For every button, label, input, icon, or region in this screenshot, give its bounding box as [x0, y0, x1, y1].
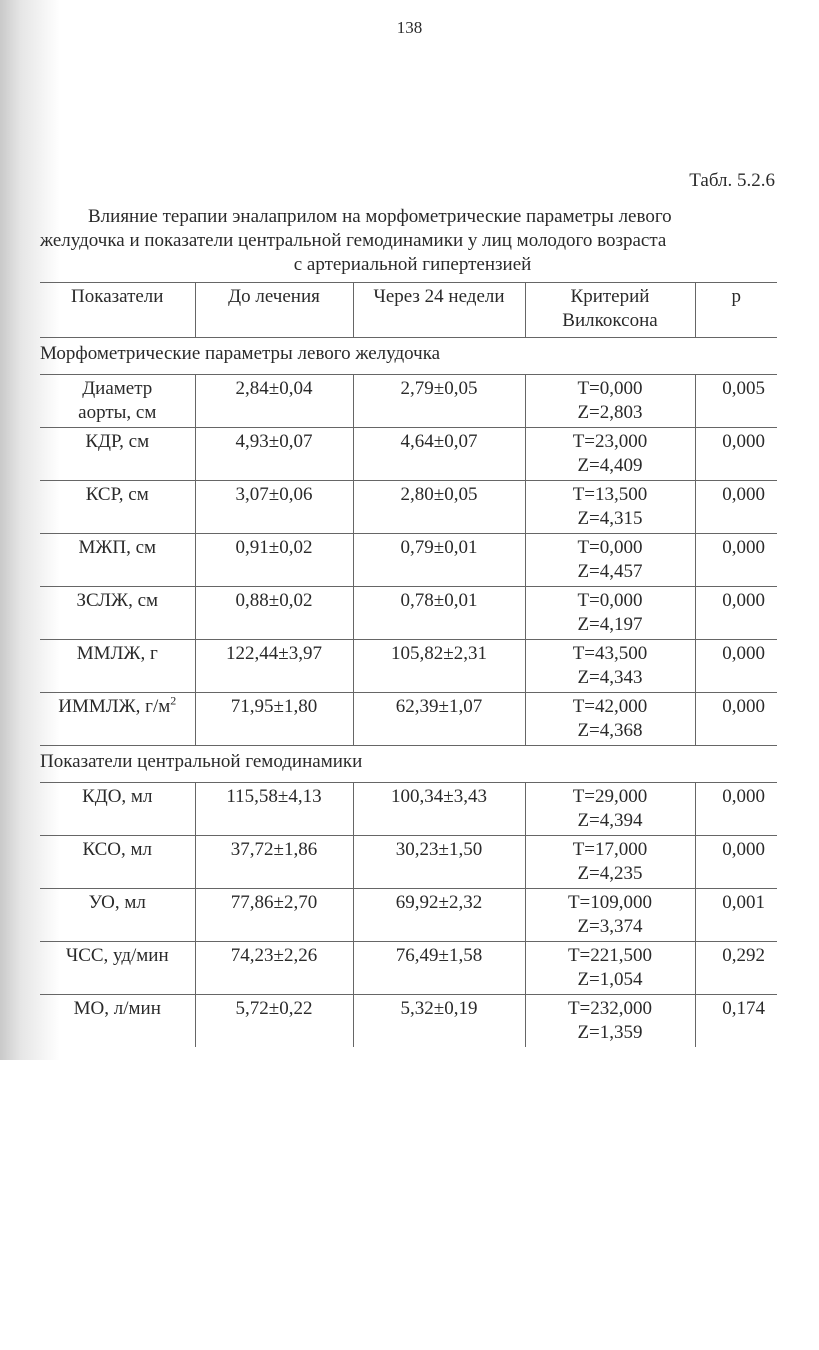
table-row	[40, 481, 777, 534]
criterion-z: Z=4,197	[577, 614, 643, 635]
cell-criterion	[525, 942, 695, 995]
cell-criterion	[525, 534, 695, 587]
table-row	[40, 995, 777, 1048]
cell-indicator	[40, 481, 195, 534]
table-row	[40, 587, 777, 640]
header-after: Через 24 недели	[353, 283, 525, 338]
cell-indicator	[40, 889, 195, 942]
cell-before: 115,58±4,13	[195, 783, 353, 836]
cell-after: 2,80±0,05	[353, 481, 525, 534]
cell-after: 4,64±0,07	[353, 428, 525, 481]
criterion-z: Z=4,394	[577, 810, 643, 831]
table-row	[40, 534, 777, 587]
header-criterion-line1: Критерий	[570, 286, 650, 307]
cell-p: 0,000	[695, 836, 777, 889]
table-header-row	[40, 283, 777, 338]
indicator-name-text: МО, л/мин	[73, 998, 161, 1019]
cell-before: 37,72±1,86	[195, 836, 353, 889]
cell-criterion	[525, 375, 695, 428]
criterion-t: T=42,000	[572, 696, 648, 717]
cell-p: 0,000	[695, 693, 777, 746]
cell-criterion	[525, 889, 695, 942]
criterion-t: T=17,000	[572, 839, 648, 860]
criterion-z: Z=4,315	[577, 508, 643, 529]
criterion-z: Z=4,368	[577, 720, 643, 741]
cell-after: 62,39±1,07	[353, 693, 525, 746]
indicator-name	[40, 589, 195, 613]
table-body	[40, 338, 777, 1048]
indicator-name-line2: аорты, см	[78, 402, 157, 423]
cell-criterion	[525, 640, 695, 693]
table-row	[40, 889, 777, 942]
cell-after: 0,78±0,01	[353, 587, 525, 640]
indicator-name-text: КСР, см	[85, 484, 149, 505]
criterion-z: Z=1,359	[577, 1022, 643, 1043]
indicator-name	[40, 695, 195, 719]
cell-criterion	[525, 428, 695, 481]
criterion-z: Z=4,409	[577, 455, 643, 476]
criterion-z: Z=3,374	[577, 916, 643, 937]
table-row	[40, 693, 777, 746]
criterion-z: Z=1,054	[577, 969, 643, 990]
cell-indicator	[40, 428, 195, 481]
header-before: До лечения	[195, 283, 353, 338]
criterion-t: T=23,000	[572, 431, 648, 452]
indicator-name	[40, 838, 195, 862]
indicator-name-text: ЗСЛЖ, см	[76, 590, 159, 611]
indicator-name-text: МЖП, см	[78, 537, 157, 558]
criterion-t: T=43,500	[572, 643, 648, 664]
criterion-t: T=109,000	[567, 892, 653, 913]
cell-after: 5,32±0,19	[353, 995, 525, 1048]
cell-p: 0,005	[695, 375, 777, 428]
criterion-z: Z=4,235	[577, 863, 643, 884]
criterion-t: T=221,500	[567, 945, 653, 966]
cell-before: 74,23±2,26	[195, 942, 353, 995]
cell-indicator	[40, 587, 195, 640]
cell-after: 76,49±1,58	[353, 942, 525, 995]
table-row	[40, 836, 777, 889]
cell-criterion	[525, 481, 695, 534]
indicator-name	[40, 430, 195, 454]
indicator-name	[40, 891, 195, 915]
criterion-z: Z=2,803	[577, 402, 643, 423]
cell-indicator	[40, 534, 195, 587]
cell-p: 0,000	[695, 783, 777, 836]
table-caption	[40, 205, 785, 277]
table-row	[40, 640, 777, 693]
indicator-name	[40, 536, 195, 560]
indicator-name-text: КСО, мл	[82, 839, 153, 860]
indicator-name-text: Диаметр	[82, 378, 153, 399]
indicator-name-text: ММЛЖ, г	[76, 643, 158, 664]
cell-before: 4,93±0,07	[195, 428, 353, 481]
caption-line-3: с артериальной гипертензией	[293, 254, 532, 275]
criterion-z: Z=4,457	[577, 561, 643, 582]
cell-indicator	[40, 783, 195, 836]
header-indicator: Показатели	[40, 283, 195, 338]
cell-before: 0,91±0,02	[195, 534, 353, 587]
page-number: 138	[396, 18, 423, 37]
cell-after: 2,79±0,05	[353, 375, 525, 428]
header-criterion	[525, 283, 695, 338]
cell-after: 100,34±3,43	[353, 783, 525, 836]
indicator-name	[40, 997, 195, 1021]
cell-indicator	[40, 836, 195, 889]
cell-p: 0,292	[695, 942, 777, 995]
cell-criterion	[525, 783, 695, 836]
cell-criterion	[525, 693, 695, 746]
indicator-name	[40, 377, 195, 401]
criterion-z: Z=4,343	[577, 667, 643, 688]
indicator-name	[40, 944, 195, 968]
section-title: Показатели центральной гемодинамики	[40, 746, 777, 783]
cell-before: 122,44±3,97	[195, 640, 353, 693]
criterion-t: T=0,000	[577, 378, 643, 399]
cell-p: 0,000	[695, 481, 777, 534]
indicator-name-text: ЧСС, уд/мин	[65, 945, 169, 966]
cell-p: 0,000	[695, 587, 777, 640]
cell-before: 0,88±0,02	[195, 587, 353, 640]
indicator-name-text: КДР, см	[85, 431, 150, 452]
cell-after: 0,79±0,01	[353, 534, 525, 587]
table-label: Табл. 5.2.6	[689, 170, 775, 191]
indicator-superscript: 2	[170, 693, 177, 708]
cell-p: 0,000	[695, 534, 777, 587]
cell-p: 0,000	[695, 640, 777, 693]
cell-p: 0,000	[695, 428, 777, 481]
cell-after: 105,82±2,31	[353, 640, 525, 693]
table-row	[40, 942, 777, 995]
cell-before: 3,07±0,06	[195, 481, 353, 534]
indicator-name	[40, 785, 195, 809]
section-title: Морфометрические параметры левого желудочка	[40, 338, 777, 375]
indicator-name	[40, 483, 195, 507]
cell-before: 2,84±0,04	[195, 375, 353, 428]
cell-indicator	[40, 995, 195, 1048]
cell-p: 0,001	[695, 889, 777, 942]
cell-indicator	[40, 640, 195, 693]
cell-indicator	[40, 375, 195, 428]
criterion-t: T=13,500	[572, 484, 648, 505]
cell-before: 71,95±1,80	[195, 693, 353, 746]
criterion-t: T=232,000	[567, 998, 653, 1019]
criterion-t: T=0,000	[577, 590, 643, 611]
table-row	[40, 428, 777, 481]
caption-line-2: желудочка и показатели центральной гемодинамики у лиц молодого возраста	[40, 230, 667, 251]
cell-criterion	[525, 995, 695, 1048]
cell-criterion	[525, 587, 695, 640]
table-row	[40, 375, 777, 428]
cell-after: 30,23±1,50	[353, 836, 525, 889]
cell-before: 77,86±2,70	[195, 889, 353, 942]
data-table	[40, 282, 777, 1047]
indicator-name-text: ИММЛЖ, г/м	[58, 696, 171, 717]
caption-line-1: Влияние терапии эналаприлом на морфометрические параметры левого	[88, 206, 672, 227]
cell-p: 0,174	[695, 995, 777, 1048]
cell-criterion	[525, 836, 695, 889]
indicator-name-text: КДО, мл	[82, 786, 153, 807]
cell-indicator	[40, 693, 195, 746]
section-row	[40, 338, 777, 375]
cell-before: 5,72±0,22	[195, 995, 353, 1048]
criterion-t: T=0,000	[577, 537, 643, 558]
indicator-name	[40, 642, 195, 666]
cell-after: 69,92±2,32	[353, 889, 525, 942]
header-p: р	[695, 283, 777, 338]
header-criterion-line2: Вилкоксона	[562, 310, 658, 331]
table-row	[40, 783, 777, 836]
section-row	[40, 746, 777, 783]
criterion-t: T=29,000	[572, 786, 648, 807]
indicator-name-text: УО, мл	[88, 892, 146, 913]
cell-indicator	[40, 942, 195, 995]
